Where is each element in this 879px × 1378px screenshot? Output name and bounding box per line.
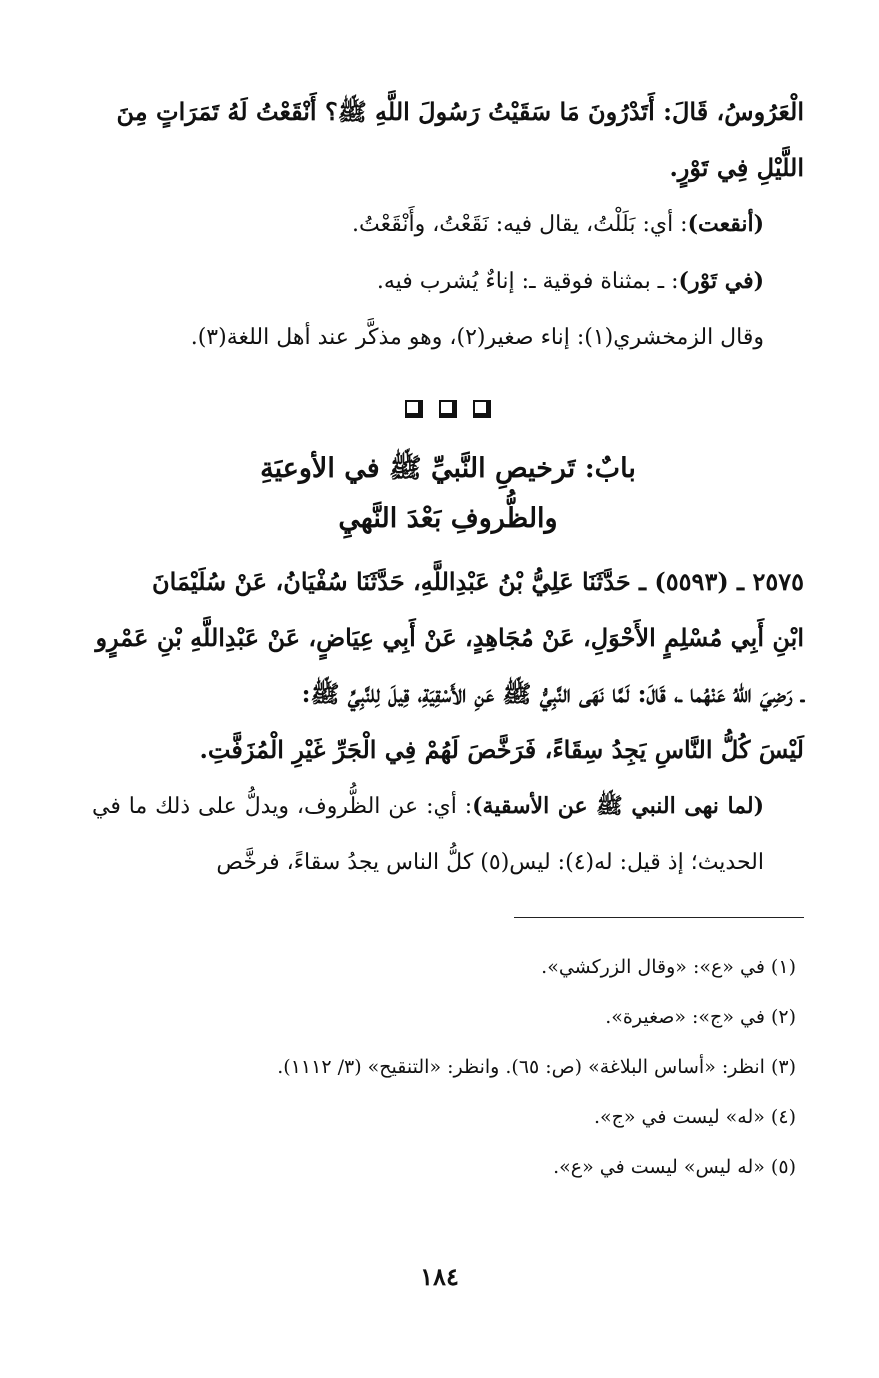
- comment-text: : أي: عن الظُّروف، ويدلُّ على ذلك ما في الحديث؛ إذ قيل: له(٤): ليس(٥) كلُّ الناس يجدُ سقاءً، فرخَّص: [92, 794, 764, 875]
- page-number: ١٨٤: [420, 1262, 459, 1291]
- text-line: ٢٥٧٥ ـ (٥٥٩٣) ـ حَدَّثَنَا عَلِيُّ بْنُ عَبْدِاللَّهِ، حَدَّثَنَا سُفْيَانُ، عَنْ سُلَيْمَانَ: [152, 567, 804, 596]
- footnote: (٤) «له» ليست في «ج».: [593, 1106, 796, 1128]
- square-ornament-icon: [473, 400, 491, 418]
- comment-text: : أي: بَلَلْتُ، يقال فيه: نَقَعْتُ، وأَنْقَعْتُ.: [352, 212, 688, 237]
- square-ornament-icon: [405, 400, 423, 418]
- text-line: الْعَرُوسُ، قَالَ: أَتَدْرُونَ مَا سَقَيْتُ رَسُولَ اللَّهِ ﷺ؟ أَنْقَعْتُ لَهُ تَمَرَاتٍ مِنَ: [116, 97, 804, 126]
- section-separator: [92, 398, 804, 428]
- text-line: اللَّيْلِ فِي تَوْرٍ.: [669, 153, 804, 182]
- comment-term: (أنقعت): [687, 211, 764, 237]
- hadith-continuation: [92, 84, 804, 196]
- comment-zamakhshari: [92, 310, 804, 366]
- comment-term: (في تَوْر): [678, 268, 764, 294]
- footnote-divider: [514, 917, 804, 918]
- comment-tawr: [92, 253, 804, 310]
- square-ornament-icon: [439, 400, 457, 418]
- footnote: (٥) «له ليس» ليست في «ع».: [553, 1156, 796, 1178]
- chapter-title-line: والظُّروفِ بَعْدَ النَّهيِ: [338, 503, 558, 534]
- footnote: (٢) في «ج»: «صغيرة».: [605, 1006, 796, 1028]
- footnotes: [92, 942, 804, 1192]
- text-line: لَيْسَ كُلُّ النَّاسِ يَجِدُ سِقَاءً، فَرَخَّصَ لَهُمْ فِي الْجَرِّ غَيْرِ الْمُزَفَّتِ.: [199, 735, 804, 764]
- footnote: (٣) انظر: «أساس البلاغة» (ص: ٦٥). وانظر: «التنقيح» (٣/ ١١١٢).: [277, 1056, 796, 1078]
- text-line: ابْنِ أَبِي مُسْلِمٍ الأَحْوَلِ، عَنْ مُجَاهِدٍ، عَنْ أَبِي عِيَاضٍ، عَنْ عَبْدِاللَّهِ بْنِ عَمْرٍو: [95, 623, 804, 652]
- chapter-title-line: بابٌ: تَرخيصِ النَّبيِّ ﷺ في الأوعيَةِ: [260, 453, 636, 484]
- comment-asqiya: [92, 778, 804, 891]
- footnote: (١) في «ع»: «وقال الزركشي».: [541, 956, 796, 978]
- comment-text: وقال الزمخشري(١): إناء صغير(٢)، وهو مذكَّر عند أهل اللغة(٣).: [190, 325, 764, 350]
- text-line: ـ رَضِيَ اللهُ عَنْهُما ـ، قَالَ: لَمَّا نَهَى النَّبِيُّ ﷺ عَنِ الأَسْقِيَةِ، قِيلَ لِلنَّبِيِّ ﷺ:: [301, 679, 804, 708]
- comment-anqaat: [92, 196, 804, 253]
- comment-text: : ـ بمثناة فوقية ـ: إناءٌ يُشرب فيه.: [376, 269, 679, 294]
- page-body: [92, 84, 804, 1378]
- comment-term: (لما نهى النبي ﷺ عن الأسقية): [472, 793, 765, 819]
- chapter-title: [92, 444, 804, 544]
- hadith-2575: [92, 554, 804, 778]
